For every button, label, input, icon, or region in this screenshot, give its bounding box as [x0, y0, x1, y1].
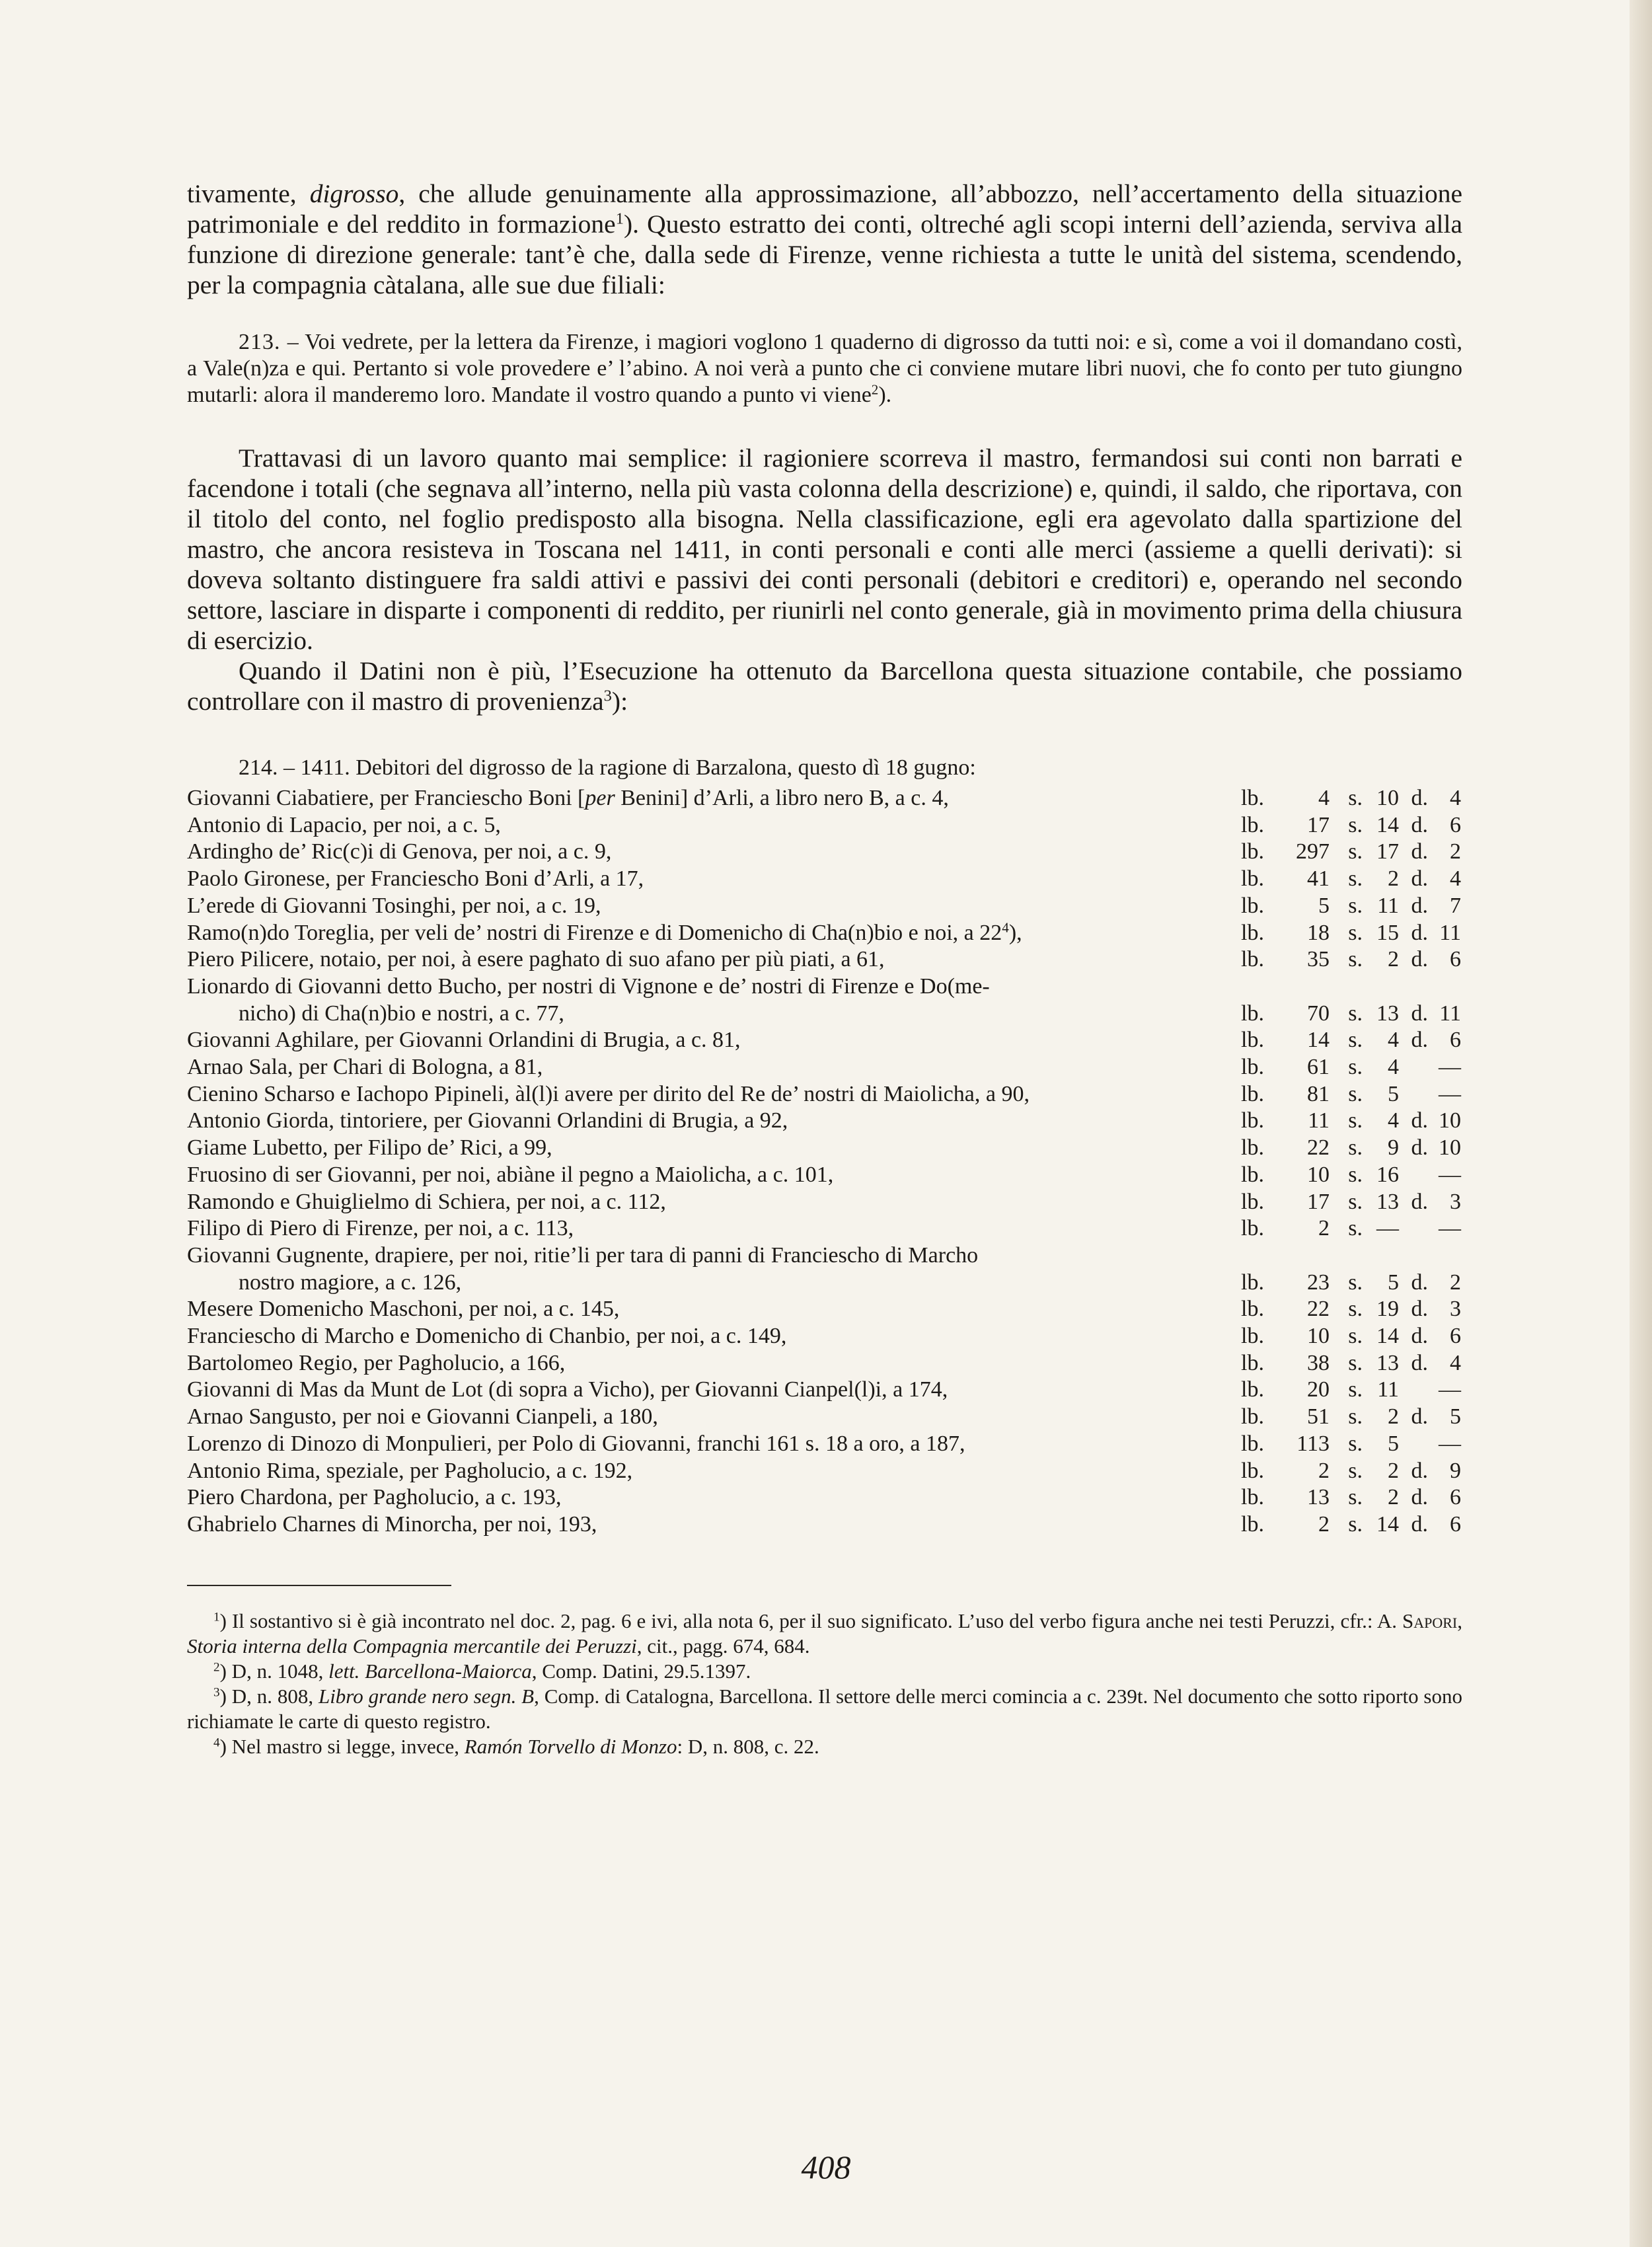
ledger-lire: 22: [1307, 1297, 1330, 1322]
ledger-denari: 6: [1450, 812, 1461, 837]
ledger-unit-lb: lb.: [1241, 1377, 1264, 1402]
ledger-unit-lb: lb.: [1241, 812, 1264, 837]
ledger-soldi: 2: [1388, 1404, 1399, 1429]
ledger-denari: 4: [1450, 866, 1461, 892]
ledger-soldi: 4: [1388, 1028, 1399, 1053]
ledger-soldi: —: [1376, 1216, 1399, 1241]
ledger-unit-s: s.: [1348, 1511, 1363, 1537]
ledger-unit-s: s.: [1348, 1135, 1363, 1161]
ledger-unit-d: d.: [1411, 786, 1428, 810]
ledger-row: [187, 973, 1462, 1001]
ledger-unit-lb: lb.: [1241, 1297, 1264, 1322]
ledger-soldi: 19: [1376, 1297, 1399, 1322]
ledger-text: Piero Pilicere, notaio, per noi, à esere paghato di suo afano per più piati, a 61,: [187, 947, 885, 972]
ledger-unit-lb: lb.: [1241, 1135, 1264, 1161]
ledger-denari: —: [1439, 1216, 1461, 1241]
ledger-description: nostro magiore, a c. 126,: [239, 1270, 462, 1295]
ledger-unit-d: d.: [1411, 893, 1428, 918]
ledger-description: Lionardo di Giovanni detto Bucho, per nostri di Vignone e de’ nostri di Firenze e Do(me-: [187, 973, 990, 999]
ledger-lire: 17: [1307, 1189, 1330, 1214]
ledger-text: Ramondo e Ghuiglielmo di Schiera, per noi, a c. 112,: [187, 1189, 666, 1214]
ledger-lire: 23: [1307, 1270, 1330, 1295]
ledger-soldi: 16: [1376, 1162, 1399, 1187]
ledger-text: Arnao Sangusto, per noi e Giovanni Cianpeli, a 180,: [187, 1404, 658, 1429]
paragraph-3: Quando il Datini non è più, l’Esecuzione ha ottenuto da Barcellona questa situazione contabile, che possiamo controllare con il mastro di provenienza$^3$):: [187, 656, 1462, 716]
ledger-unit-d: d.: [1411, 839, 1428, 864]
ledger-lire: 41: [1307, 866, 1330, 892]
ledger-text: Mesere Domenicho Maschoni, per noi, a c. 145,: [187, 1297, 620, 1322]
ledger-lire: 10: [1307, 1162, 1330, 1187]
ledger-description: [187, 812, 1241, 839]
ledger-text: Lorenzo di Dinozo di Monpulieri, per Polo di Giovanni, franchi 161 s. 18 a oro, a 187,: [187, 1431, 965, 1456]
ledger-unit-d: d.: [1411, 1324, 1428, 1349]
ledger-soldi: 14: [1376, 812, 1399, 837]
ledger-unit-lb: lb.: [1241, 1350, 1264, 1375]
ledger-description: [187, 1054, 1241, 1081]
ledger-amount: [1241, 1001, 1462, 1028]
ledger-unit-s: s.: [1348, 1297, 1363, 1322]
ledger-denari: 3: [1450, 1297, 1461, 1322]
ledger-unit-s: s.: [1348, 947, 1363, 972]
ledger-row-continued: [187, 1001, 1462, 1028]
ledger-unit-s: s.: [1348, 1189, 1363, 1214]
ledger-row: [187, 1162, 1462, 1189]
ledger-unit-lb: lb.: [1241, 1404, 1264, 1429]
ledger-denari: 11: [1439, 920, 1461, 945]
ledger-description: [187, 1135, 1241, 1162]
ledger-row: [187, 1458, 1462, 1485]
footnote-4: $^4$) Nel mastro si legge, invece, Ramón Torvello di Monzo: D, n. 808, c. 22.: [213, 1734, 819, 1758]
ledger-unit-d: [1399, 1377, 1428, 1404]
page-number: 408: [801, 2149, 851, 2186]
ledger-soldi: 13: [1376, 1001, 1399, 1026]
ledger-unit-d: [1399, 1215, 1428, 1242]
ledger-unit-s: s.: [1348, 1350, 1363, 1375]
ledger-unit-lb: lb.: [1241, 1270, 1264, 1295]
ledger-lire: 81: [1307, 1081, 1330, 1106]
ledger-soldi: 4: [1388, 1108, 1399, 1133]
ledger-unit-d: d.: [1411, 1350, 1428, 1375]
footnote-ref-3[interactable]: 3: [603, 687, 612, 705]
ledger-unit-d: d.: [1411, 1135, 1428, 1161]
ledger-description: nicho) di Cha(n)bio e nostri, a c. 77,: [239, 1001, 564, 1026]
ledger-unit-d: d.: [1411, 920, 1428, 945]
ledger-row: [187, 1108, 1462, 1135]
ledger-description: [187, 893, 1241, 920]
ledger-amount: [1241, 785, 1462, 812]
ledger-unit-d: d.: [1411, 1404, 1428, 1429]
ledger-text: Bartolomeo Regio, per Pagholucio, a 166,: [187, 1350, 566, 1375]
ledger-unit-lb: lb.: [1241, 1216, 1264, 1241]
ledger-denari: 11: [1439, 1001, 1461, 1026]
ledger-lire: 20: [1307, 1377, 1330, 1402]
intro-paragraph: tivamente, digrosso, che allude genuinamente alla approssimazione, all’abbozzo, nell’accertamento della situazione patrimoniale e del reddito in formazione$^1$). Questo estratto dei conti, oltreché agli scopi interni dell’azienda, serviva alla funzione di direzione generale: tant’è che, dalla sede di Firenze, venne richiesta a tutte le unità del sistema, scendendo, per la compagnia càtalana, alle sue due filiali:: [187, 179, 1462, 299]
ledger-row: [187, 839, 1462, 866]
ledger-text: Franciescho di Marcho e Domenicho di Chanbio, per noi, a c. 149,: [187, 1324, 787, 1349]
ledger-amount: [1241, 1054, 1462, 1081]
ledger-unit-s: s.: [1348, 1270, 1363, 1295]
ledger-amount: [1241, 1458, 1462, 1485]
ledger-lire: 14: [1307, 1028, 1330, 1053]
ledger-unit-s: s.: [1348, 1108, 1363, 1133]
ledger-denari: 4: [1450, 1350, 1461, 1375]
ledger-unit-s: s.: [1348, 1081, 1363, 1106]
ledger-lire: 38: [1307, 1350, 1330, 1375]
ledger-denari: 6: [1450, 1485, 1461, 1510]
ledger-lire: 297: [1296, 839, 1330, 864]
ledger-amount: [1241, 1215, 1462, 1242]
ledger-unit-lb: lb.: [1241, 786, 1264, 810]
ledger-description: [187, 1458, 1241, 1485]
ledger-text: Antonio di Lapacio, per noi, a c. 5,: [187, 812, 501, 837]
ledger-unit-lb: lb.: [1241, 1458, 1264, 1483]
ledger-row: [187, 1027, 1462, 1054]
ledger-unit-s: s.: [1348, 920, 1363, 945]
ledger-description: [187, 1323, 1241, 1350]
ledger-amount: [1241, 1162, 1462, 1189]
ledger-unit-d: d.: [1411, 1001, 1428, 1026]
ledger-denari: 10: [1439, 1108, 1461, 1133]
ledger-unit-s: s.: [1348, 1324, 1363, 1349]
ledger-denari: —: [1439, 1377, 1461, 1402]
ledger-amount: [1241, 1323, 1462, 1350]
ledger-soldi: 5: [1388, 1431, 1399, 1456]
ledger-row: [187, 1431, 1462, 1458]
ledger-unit-d: d.: [1411, 1485, 1428, 1510]
ledger-row: [187, 1511, 1462, 1539]
footnote-ref-2[interactable]: 2: [871, 381, 879, 398]
ledger-unit-d: [1399, 1431, 1428, 1458]
ledger-unit-lb: lb.: [1241, 1001, 1264, 1026]
ledger-text: Ardingho de’ Ric(c)i di Genova, per noi, a c. 9,: [187, 839, 612, 864]
ledger-unit-d: d.: [1411, 1458, 1428, 1483]
ledger-lire: 17: [1307, 812, 1330, 837]
ledger-denari: —: [1439, 1081, 1461, 1106]
ledger-unit-d: d.: [1411, 1511, 1428, 1537]
ledger-amount: [1241, 1404, 1462, 1431]
ledger-lire: 35: [1307, 947, 1330, 972]
ledger-unit-s: s.: [1348, 1431, 1363, 1456]
ledger-unit-lb: lb.: [1241, 893, 1264, 918]
ledger-unit-d: [1399, 1054, 1428, 1081]
ledger-unit-s: s.: [1348, 1485, 1363, 1510]
ledger-soldi: 5: [1388, 1081, 1399, 1106]
ledger-lire: 18: [1307, 920, 1330, 945]
ledger-denari: 2: [1450, 839, 1461, 864]
ledger-unit-lb: lb.: [1241, 839, 1264, 864]
ledger-amount: [1241, 1511, 1462, 1539]
ledger-lire: 113: [1296, 1431, 1330, 1456]
ledger-soldi: 14: [1376, 1511, 1399, 1537]
ledger-unit-d: d.: [1411, 947, 1428, 972]
ledger-text: Benini] d’Arli, a libro nero B, a c. 4,: [615, 786, 949, 810]
ledger-unit-d: d.: [1411, 812, 1428, 837]
ledger-text: Arnao Sala, per Chari di Bologna, a 81,: [187, 1055, 543, 1080]
ledger-amount: [1241, 1350, 1462, 1377]
ledger-denari: 4: [1450, 786, 1461, 810]
ledger-unit-s: s.: [1348, 1162, 1363, 1187]
footnote-2: $^2$) D, n. 1048, lett. Barcellona-Maiorca, Comp. Datini, 29.5.1397.: [213, 1659, 751, 1683]
ledger-soldi: 17: [1376, 839, 1399, 864]
ledger-soldi: 2: [1388, 947, 1399, 972]
ledger-soldi: 15: [1376, 920, 1399, 945]
ledger-description: [187, 1215, 1241, 1242]
ledger-amount: [1241, 1270, 1462, 1297]
ledger-lire: 51: [1307, 1404, 1330, 1429]
ledger-description: [187, 1189, 1241, 1216]
ledger-text: Giame Lubetto, per Filipo de’ Rici, a 99,: [187, 1135, 552, 1161]
ledger-unit-lb: lb.: [1241, 920, 1264, 945]
ledger-description: [187, 839, 1241, 866]
ledger-unit-s: s.: [1348, 812, 1363, 837]
footnote-ref-1[interactable]: 1: [615, 209, 624, 228]
ledger-soldi: 2: [1388, 866, 1399, 892]
ledger-row: [187, 1323, 1462, 1350]
ledger-lire: 61: [1307, 1055, 1330, 1080]
ledger-denari: 3: [1450, 1189, 1461, 1214]
ledger-unit-s: s.: [1348, 786, 1363, 810]
ledger-text: Piero Chardona, per Pagholucio, a c. 193,: [187, 1485, 562, 1510]
ledger-denari: —: [1439, 1055, 1461, 1080]
ledger-row: [187, 1242, 1462, 1270]
ledger-unit-d: d.: [1411, 1108, 1428, 1133]
ledger-description: [187, 1377, 1241, 1404]
ledger-lire: 5: [1318, 893, 1330, 918]
ledger-text: Giovanni Ciabatiere, per Franciescho Boni [: [187, 786, 585, 810]
ledger-italic: per: [585, 786, 615, 810]
ledger-unit-s: s.: [1348, 1404, 1363, 1429]
ledger-amount: [1241, 812, 1462, 839]
ledger-amount: [1241, 1081, 1462, 1108]
ledger-amount: [1241, 1431, 1462, 1458]
ledger-denari: —: [1439, 1431, 1461, 1456]
ledger-unit-s: s.: [1348, 1055, 1363, 1080]
ledger-text: Antonio Giorda, tintoriere, per Giovanni Orlandini di Brugia, a 92,: [187, 1108, 788, 1133]
ledger-description: [187, 1027, 1241, 1054]
ledger-description: [187, 1511, 1241, 1539]
ledger-amount: [1241, 893, 1462, 920]
ledger-text: Cienino Scharso e Iachopo Pipineli, àl(l)i avere per dirito del Re de’ nostri di Maiolicha, a 90,: [187, 1081, 1030, 1106]
ledger-denari: 10: [1439, 1135, 1461, 1161]
ledger-unit-d: d.: [1411, 1297, 1428, 1322]
ledger-row: [187, 920, 1462, 947]
ledger-lire: 2: [1318, 1458, 1330, 1483]
ledger-row: [187, 1215, 1462, 1242]
ledger-row: [187, 1404, 1462, 1431]
quote-213: 213. – Voi vedrete, per la lettera da Firenze, i magiori voglono 1 quaderno di digrosso da tutti noi: e sì, come a voi il domandano costì, a Vale(n)za e qui. Pertanto si vole provedere e’ l’abino. A noi verà a punto che ci conviene mutare libri nuovi, che fo conto per tuto giungno mutarli: alora il manderemo loro. Mandate il vostro quando a punto vi viene$^2$).: [187, 330, 1462, 407]
ledger-unit-lb: lb.: [1241, 1108, 1264, 1133]
ledger-amount: [1241, 1135, 1462, 1162]
ledger-text: Giovanni Aghilare, per Giovanni Orlandini di Brugia, a c. 81,: [187, 1028, 741, 1053]
ledger-description: [187, 1404, 1241, 1431]
ledger-description: [187, 1081, 1241, 1108]
paragraph-2: Trattavasi di un lavoro quanto mai semplice: il ragioniere scorreva il mastro, fermandosi sui conti non barrati e facendone i totali (che segnava all’interno, nella più vasta colonna della descrizione) e, quindi, il saldo, che riportava, con il titolo del conto, nel foglio predisposto alla bisogna. Nella classificazione, egli era agevolato dalla spartizione del mastro, che ancora resisteva in Toscana nel 1411, in conti personali e conti alle merci (assieme a quelli derivati): si doveva soltanto distinguere fra saldi attivi e passivi dei conti personali (debitori e creditori) e, operando nel secondo settore, lasciare in disparte i componenti di reddito, per riunirli nel conto generale, già in movimento prima della chiusura di esercizio.: [187, 443, 1462, 655]
ledger-unit-lb: lb.: [1241, 1189, 1264, 1214]
ledger-row: [187, 785, 1462, 812]
ledger-text: Fruosino di ser Giovanni, per noi, abiàne il pegno a Maiolicha, a c. 101,: [187, 1162, 834, 1187]
ledger-description: [187, 920, 1241, 947]
ledger-row: [187, 866, 1462, 893]
ledger-heading: 214. – 1411. Debitori del digrosso de la ragione di Barzalona, questo dì 18 gugno:: [239, 755, 976, 780]
ledger-row-continued: [187, 1270, 1462, 1297]
ledger-lire: 13: [1307, 1485, 1330, 1510]
ledger-denari: 7: [1450, 893, 1461, 918]
ledger-unit-d: d.: [1411, 1270, 1428, 1295]
ledger-denari: 6: [1450, 947, 1461, 972]
ledger-unit-lb: lb.: [1241, 1162, 1264, 1187]
ledger-text: Antonio Rima, speziale, per Pagholucio, a c. 192,: [187, 1458, 633, 1483]
ledger-denari: 6: [1450, 1511, 1461, 1537]
ledger-lire: 4: [1318, 786, 1330, 810]
ledger-description: [187, 1484, 1241, 1511]
footnote-ref-4[interactable]: 4: [1002, 919, 1009, 935]
ledger-row: [187, 1350, 1462, 1377]
ledger-unit-lb: lb.: [1241, 866, 1264, 892]
ledger-unit-lb: lb.: [1241, 947, 1264, 972]
ledger-table: [187, 785, 1462, 1539]
ledger-description: Giovanni Gugnente, drapiere, per noi, ritie’li per tara di panni di Franciescho di Marcho: [187, 1242, 979, 1268]
footnote-3: $^3$) D, n. 808, Libro grande nero segn. B, Comp. di Catalogna, Barcellona. Il settore delle merci comincia a c. 239t. Nel documento che sotto riporto sono richiamate le carte di questo registro.: [187, 1684, 1462, 1733]
ledger-text: Giovanni di Mas da Munt de Lot (di sopra a Vicho), per Giovanni Cianpel(l)i, a 174,: [187, 1377, 948, 1402]
ledger-unit-lb: lb.: [1241, 1055, 1264, 1080]
ledger-soldi: 11: [1377, 893, 1399, 918]
ledger-row: [187, 1081, 1462, 1108]
ledger-amount: [1241, 1484, 1462, 1511]
ledger-soldi: 14: [1376, 1324, 1399, 1349]
ledger-denari: —: [1439, 1162, 1461, 1187]
ledger-description: [187, 1431, 1241, 1458]
ledger-soldi: 11: [1377, 1377, 1399, 1402]
ledger-unit-s: s.: [1348, 1216, 1363, 1241]
ledger-lire: 22: [1307, 1135, 1330, 1161]
ledger-row: [187, 893, 1462, 920]
ledger-soldi: 5: [1388, 1270, 1399, 1295]
ledger-unit-lb: lb.: [1241, 1431, 1264, 1456]
ledger-amount: [1241, 866, 1462, 893]
ledger-description: [187, 946, 1241, 973]
ledger-unit-s: s.: [1348, 893, 1363, 918]
ledger-denari: 9: [1450, 1458, 1461, 1483]
ledger-unit-d: d.: [1411, 866, 1428, 892]
ledger-amount: [1241, 1027, 1462, 1054]
ledger-lire: 11: [1308, 1108, 1330, 1133]
ledger-row: [187, 1054, 1462, 1081]
ledger-amount: [1241, 920, 1462, 947]
ledger-soldi: 10: [1376, 786, 1399, 810]
ledger-text: Filipo di Piero di Firenze, per noi, a c. 113,: [187, 1216, 574, 1241]
ledger-text: Ghabrielo Charnes di Minorcha, per noi, 193,: [187, 1511, 597, 1537]
ledger-lire: 70: [1307, 1001, 1330, 1026]
ledger-unit-s: s.: [1348, 1377, 1363, 1402]
ledger-text: Paolo Gironese, per Franciescho Boni d’Arli, a 17,: [187, 866, 644, 892]
footnote-1: $^1$) Il sostantivo si è già incontrato nel doc. 2, pag. 6 e ivi, alla nota 6, per il suo significato. L’uso del verbo figura anche nei testi Peruzzi, cfr.: A. Sapori, Storia interna della Compagnia mercantile dei Peruzzi, cit., pagg. 674, 684.: [187, 1609, 1462, 1657]
ledger-unit-lb: lb.: [1241, 1081, 1264, 1106]
ledger-unit-lb: lb.: [1241, 1324, 1264, 1349]
ledger-denari: 2: [1450, 1270, 1461, 1295]
ledger-amount: [1241, 1377, 1462, 1404]
ledger-unit-s: s.: [1348, 866, 1363, 892]
ledger-soldi: 2: [1388, 1485, 1399, 1510]
ledger-amount: [1241, 1108, 1462, 1135]
ledger-row: [187, 1189, 1462, 1216]
ledger-description: [187, 1350, 1241, 1377]
ledger-soldi: 13: [1376, 1189, 1399, 1214]
ledger-description: [187, 1108, 1241, 1135]
ledger-denari: 6: [1450, 1324, 1461, 1349]
ledger-description: [187, 785, 1241, 812]
ledger-unit-s: s.: [1348, 1001, 1363, 1026]
ledger-text: L’erede di Giovanni Tosinghi, per noi, a c. 19,: [187, 893, 601, 918]
ledger-soldi: 4: [1388, 1055, 1399, 1080]
ledger-row: [187, 1484, 1462, 1511]
ledger-description: [187, 866, 1241, 893]
ledger-row: [187, 1296, 1462, 1323]
ledger-soldi: 2: [1388, 1458, 1399, 1483]
ledger-row: [187, 1377, 1462, 1404]
ledger-lire: 10: [1307, 1324, 1330, 1349]
ledger-amount: [1241, 839, 1462, 866]
ledger-unit-lb: lb.: [1241, 1028, 1264, 1053]
ledger-amount: [1241, 946, 1462, 973]
page-edge: [1630, 0, 1652, 2247]
ledger-denari: 6: [1450, 1028, 1461, 1053]
page-content: [187, 178, 1462, 1759]
ledger-description: [187, 1162, 1241, 1189]
ledger-unit-d: d.: [1411, 1028, 1428, 1053]
footnote-rule: [187, 1585, 451, 1586]
ledger-unit-s: s.: [1348, 1028, 1363, 1053]
ledger-amount: [1241, 1189, 1462, 1216]
ledger-text: Ramo(n)do Toreglia, per veli de’ nostri di Firenze e di Domenicho di Cha(n)bio e noi, a 22: [187, 920, 1002, 945]
ledger-row: [187, 1135, 1462, 1162]
ledger-text: ),: [1008, 920, 1022, 945]
ledger-lire: 2: [1318, 1511, 1330, 1537]
ledger-soldi: 13: [1376, 1350, 1399, 1375]
ledger-unit-s: s.: [1348, 839, 1363, 864]
ledger-unit-lb: lb.: [1241, 1511, 1264, 1537]
ledger-unit-d: d.: [1411, 1189, 1428, 1214]
ledger-unit-lb: lb.: [1241, 1485, 1264, 1510]
ledger-denari: 5: [1450, 1404, 1461, 1429]
ledger-amount: [1241, 1296, 1462, 1323]
ledger-row: [187, 946, 1462, 973]
ledger-soldi: 9: [1388, 1135, 1399, 1161]
ledger-row: [187, 812, 1462, 839]
ledger-lire: 2: [1318, 1216, 1330, 1241]
ledger-unit-d: [1399, 1081, 1428, 1108]
ledger-description: [187, 1296, 1241, 1323]
ledger-unit-s: s.: [1348, 1458, 1363, 1483]
ledger-unit-d: [1399, 1162, 1428, 1189]
